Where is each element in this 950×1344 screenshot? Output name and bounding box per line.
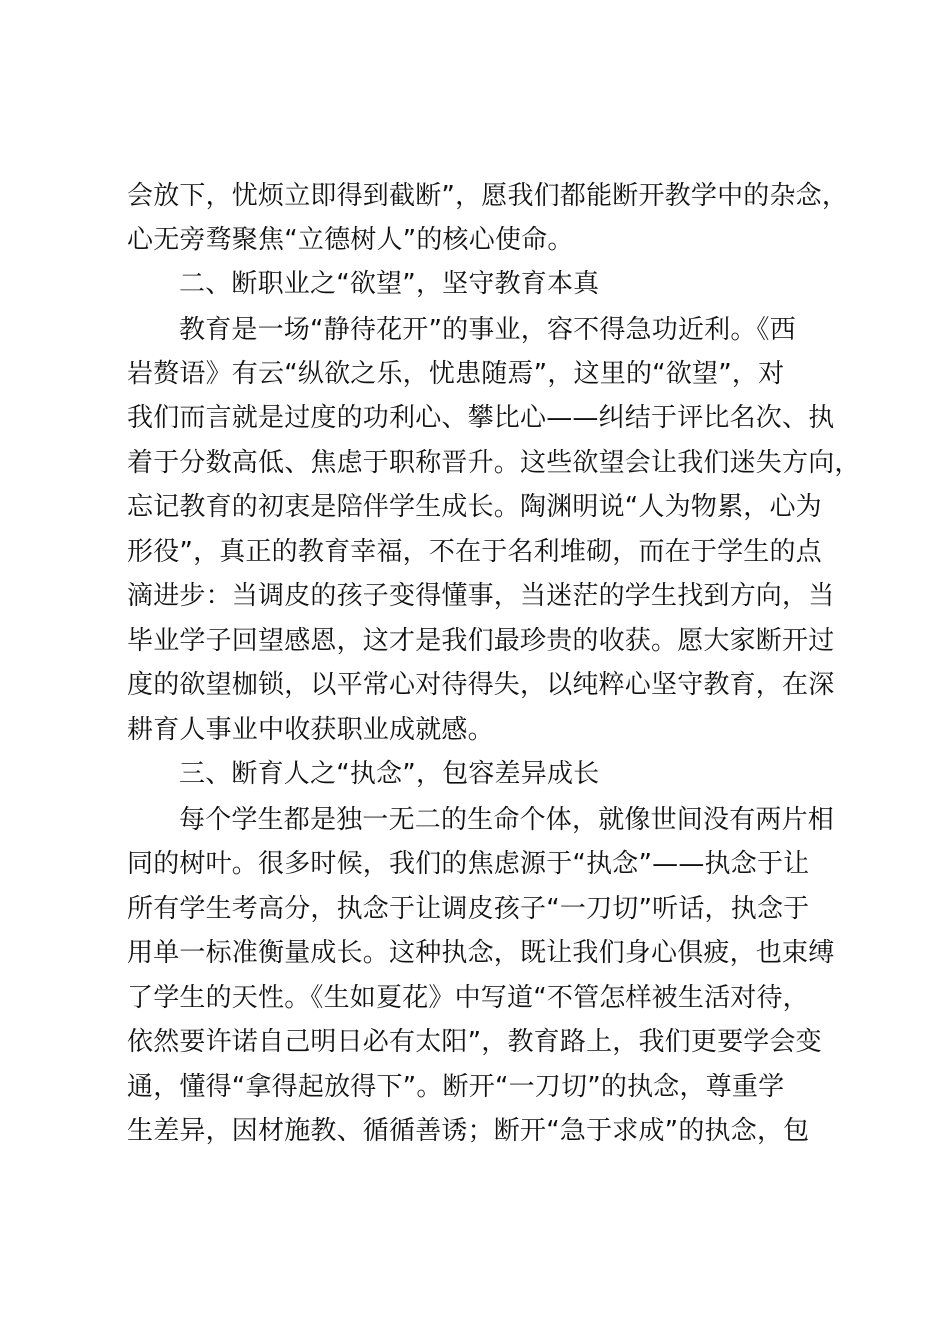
section-heading-2: 二、断职业之“欲望”，坚守教育本真: [179, 269, 600, 299]
text-line: 耕育人事业中收获职业成就感。: [127, 715, 494, 745]
text-line: 形役”，真正的教育幸福，不在于名利堆砌，而在于学生的点: [127, 537, 822, 567]
text-line: 用单一标准衡量成长。这种执念，既让我们身心俱疲，也束缚: [127, 938, 835, 968]
section-heading-3: 三、断育人之“执念”，包容差异成长: [179, 759, 600, 789]
text-line: 度的欲望枷锁，以平常心对待得失，以纯粹心坚守教育，在深: [127, 670, 835, 700]
text-line: 滴进步：当调皮的孩子变得懂事，当迷茫的学生找到方向，当: [127, 581, 835, 611]
text-line: 生差异，因材施教、循循善诱；断开“急于求成”的执念，包: [127, 1116, 810, 1146]
text-line: 岩赘语》有云“纵欲之乐，忧患随焉”，这里的“欲望”，对: [127, 359, 785, 389]
text-line: 所有学生考高分，执念于让调皮孩子“一刀切”听话，执念于: [127, 894, 810, 924]
text-line: 心无旁骛聚焦“立德树人”的核心使命。: [127, 225, 574, 255]
text-line: 会放下，忧烦立即得到截断”，愿我们都能断开教学中的杂念，: [127, 181, 849, 211]
text-line: 同的树叶。很多时候，我们的焦虑源于“执念”——执念于让: [127, 849, 810, 879]
text-line: 每个学生都是独一无二的生命个体，就像世间没有两片相: [179, 805, 835, 835]
text-line: 忘记教育的初衷是陪伴学生成长。陶渊明说“人为物累，心为: [127, 492, 822, 522]
text-line: 着于分数高低、焦虑于职称晋升。这些欲望会让我们迷失方向，: [127, 448, 861, 478]
text-line: 依然要许诺自己明日必有太阳”，教育路上，我们更要学会变: [127, 1027, 822, 1057]
text-line: 教育是一场“静待花开”的事业，容不得急功近利。《西: [179, 315, 796, 345]
text-line: 毕业学子回望感恩，这才是我们最珍贵的收获。愿大家断开过: [127, 626, 835, 656]
text-line: 了学生的天性。《生如夏花》中写道“不管怎样被生活对待，: [127, 983, 809, 1013]
text-line: 我们而言就是过度的功利心、攀比心——纠结于评比名次、执: [127, 403, 835, 433]
text-line: 通，懂得“拿得起放得下”。断开“一刀切”的执念，尊重学: [127, 1072, 785, 1102]
